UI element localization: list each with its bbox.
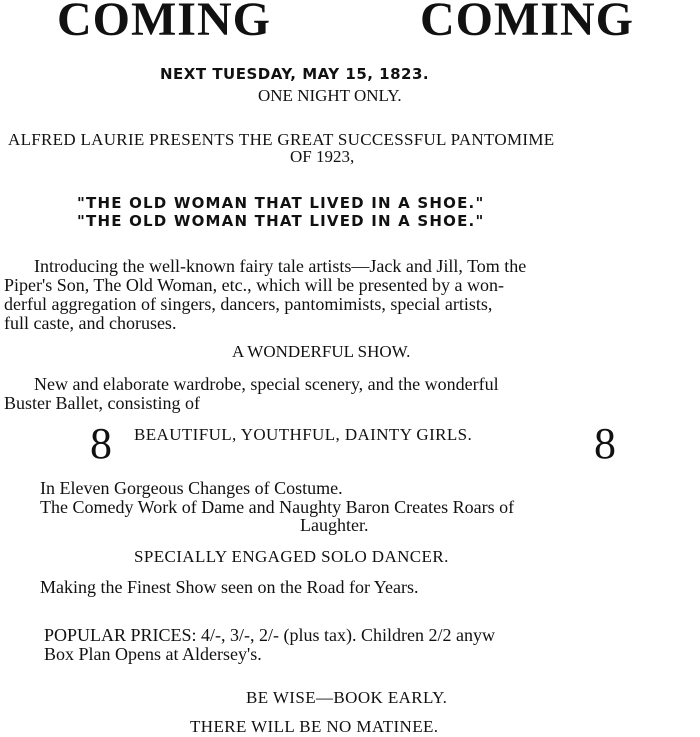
show-title-1: "THE OLD WOMAN THAT LIVED IN A SHOE." — [77, 194, 485, 212]
intro-line-2: Piper's Son, The Old Woman, etc., which will be presented by a won- — [4, 275, 505, 295]
girls-count-left: 8 — [90, 419, 112, 468]
solo-dancer: SPECIALLY ENGAGED SOLO DANCER. — [134, 547, 449, 566]
show-title-2: "THE OLD WOMAN THAT LIVED IN A SHOE." — [77, 212, 485, 230]
popular-prices: POPULAR PRICES: 4/-, 3/-, 2/- (plus tax). Children 2/2 anyw — [44, 625, 495, 645]
wardrobe-paragraph — [4, 375, 698, 413]
be-wise: BE WISE—BOOK EARLY. — [246, 688, 448, 707]
coming-heading-left: COMING — [57, 0, 271, 46]
presenter-line-1: ALFRED LAURIE PRESENTS THE GREAT SUCCESSFUL PANTOMIME — [8, 130, 555, 149]
comedy-line-1: The Comedy Work of Dame and Naughty Baron Creates Roars of — [40, 497, 515, 517]
girls-count-right: 8 — [594, 419, 616, 468]
wonderful-show: A WONDERFUL SHOW. — [232, 342, 411, 361]
girls-description: BEAUTIFUL, YOUTHFUL, DAINTY GIRLS. — [134, 425, 473, 444]
intro-line-3: derful aggregation of singers, dancers, pantomimists, special artists, — [4, 294, 493, 314]
finest-show: Making the Finest Show seen on the Road for Years. — [40, 577, 419, 597]
coming-heading-right: COMING — [420, 0, 634, 46]
no-matinee: THERE WILL BE NO MATINEE. — [190, 717, 439, 736]
wardrobe-line-2: Buster Ballet, consisting of — [4, 393, 200, 413]
wardrobe-line-1: New and elaborate wardrobe, special scenery, and the wonderful — [34, 374, 499, 394]
presenter-line-2: OF 1923, — [290, 147, 355, 166]
intro-line-4: full caste, and choruses. — [4, 313, 177, 333]
box-plan: Box Plan Opens at Aldersey's. — [44, 644, 262, 664]
date-line: NEXT TUESDAY, MAY 15, 1823. — [160, 65, 430, 83]
one-night-only: ONE NIGHT ONLY. — [258, 86, 402, 105]
costume-line: In Eleven Gorgeous Changes of Costume. — [40, 478, 343, 498]
intro-line-1: Introducing the well-known fairy tale artists—Jack and Jill, Tom the — [34, 256, 527, 276]
intro-paragraph — [4, 257, 694, 333]
comedy-line-2: Laughter. — [300, 515, 369, 535]
